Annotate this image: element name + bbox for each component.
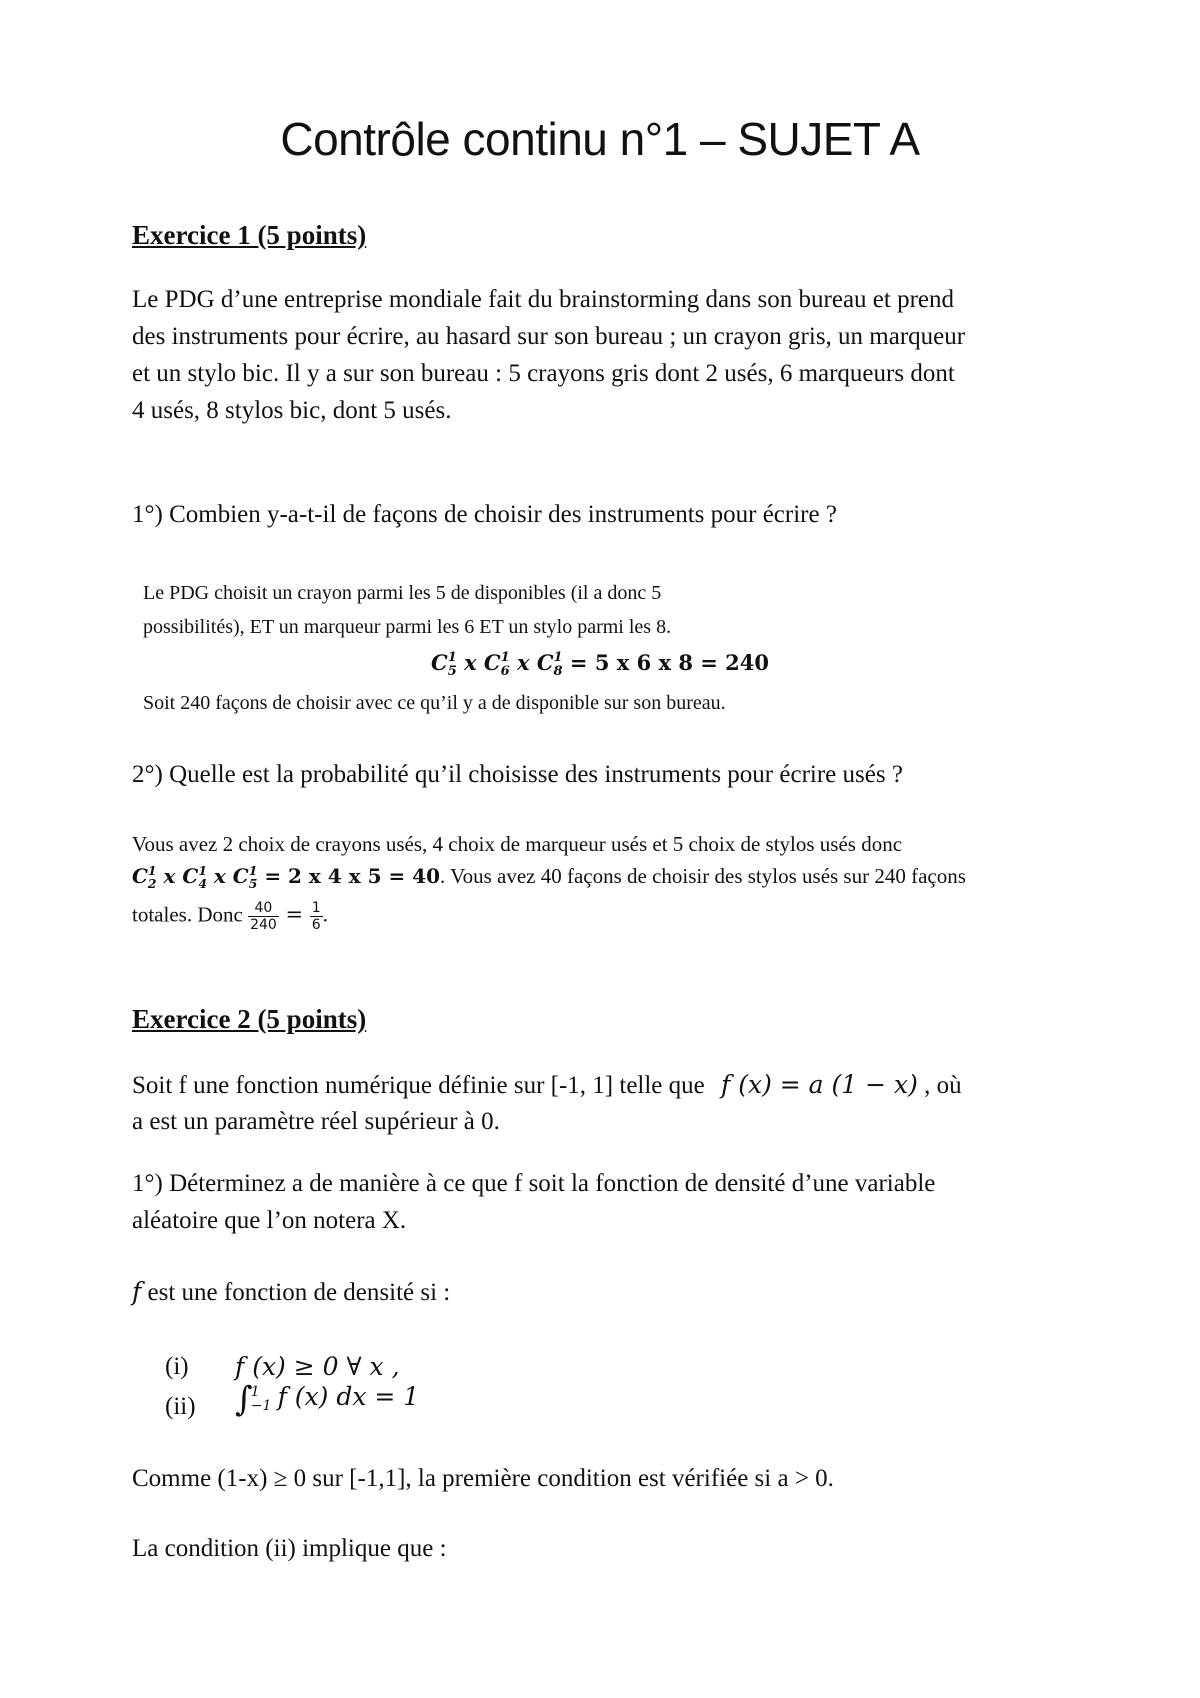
exercise-1-question-2: 2°) Quelle est la probabilité qu’il choisisse des instruments pour écrire usés ? [132, 761, 903, 788]
exercise-1-statement-line: Le PDG d’une entreprise mondiale fait du brainstorming dans son bureau et prend [132, 286, 954, 313]
exercise-1-heading: Exercice 1 (5 points) [132, 220, 367, 250]
exercise-2-question-1-line: 1°) Déterminez a de manière à ce que f soit la fonction de densité d’une variable [132, 1170, 936, 1197]
exercise-2-line-1-suffix: , où [917, 1072, 962, 1099]
condition-i-explanation: Comme (1-x) ≥ 0 sur [-1,1], la première condition est vérifiée si a > 0. [132, 1465, 834, 1492]
answer-2-text: . Vous avez 40 façons de choisir des stylos usés sur 240 façons [440, 864, 966, 888]
exercise-2-question-1-line: aléatoire que l’on notera X. [132, 1207, 407, 1234]
condition-i-formula: f (x) ≥ 0 ∀ x , [235, 1352, 400, 1381]
exercise-2-statement-line [132, 1066, 962, 1105]
exercise-1-formula-1: C 1 5 x C 1 6 x C 1 8 = 5 x 6 x 8 = 240 [430, 650, 769, 679]
exercise-2-function-formula: f (x) = a (1 − x) [721, 1070, 918, 1099]
condition-ii-implication: La condition (ii) implique que : [132, 1535, 447, 1562]
exercise-2-heading: Exercice 2 (5 points) [132, 1004, 367, 1034]
period: . [322, 902, 328, 927]
exercise-1-statement-line: et un stylo bic. Il y a sur son bureau : 5 crayons gris dont 2 usés, 6 marqueurs dont [132, 360, 955, 387]
page-title: Contrôle continu n°1 – SUJET A [280, 113, 920, 165]
exercise-1-statement-line: 4 usés, 8 stylos bic, dont 5 usés. [132, 397, 452, 424]
density-definition-text: est une fonction de densité si : [141, 1279, 451, 1306]
exercise-1-answer-2-line: C 1 2 x C 1 4 x C 1 5 = 2 x 4 x 5 = 40. Vous avez 40 façons de choisir des stylos usés sur 240 façons [132, 863, 966, 891]
condition-i-label: (i) [165, 1353, 189, 1380]
integral-sign: ∫ [235, 1379, 253, 1420]
answer-2-prefix: totales. Donc [132, 902, 249, 927]
exercise-1-answer-2-line [132, 900, 328, 933]
condition-ii-label: (ii) [165, 1393, 196, 1420]
exercise-1-answer-1-line: Le PDG choisit un crayon parmi les 5 de disponibles (il a donc 5 [143, 582, 662, 604]
density-definition [132, 1273, 450, 1312]
exercise-1-statement-line: des instruments pour écrire, au hasard sur son bureau ; un crayon gris, un marqueur [132, 323, 966, 350]
fraction-40-240: $\frac{40}{240}$ [250, 900, 277, 934]
exercise-1-answer-2-line: Vous avez 2 choix de crayons usés, 4 choix de marqueur usés et 5 choix de stylos usés donc [132, 832, 903, 856]
exercise-2-statement-line: a est un paramètre réel supérieur à 0. [132, 1108, 500, 1135]
equals-sign: = [278, 902, 310, 927]
exercise-1-answer-1-conclusion: Soit 240 façons de choisir avec ce qu’il y a de disponible sur son bureau. [143, 692, 726, 714]
formula-2-rhs: = 2 x 4 x 5 = 40 [257, 864, 441, 888]
exercise-1-answer-1-line: possibilités), ET un marqueur parmi les 6 ET un stylo parmi les 8. [143, 616, 672, 638]
exercise-2-line-1-text: Soit f une fonction numérique définie sur [-1, 1] telle que [132, 1072, 705, 1099]
exercise-1-question-1: 1°) Combien y-a-t-il de façons de choisir des instruments pour écrire ? [132, 501, 837, 528]
formula-1-rhs: = 5 x 6 x 8 = 240 [562, 650, 769, 675]
density-symbol: f [132, 1277, 142, 1306]
condition-ii-expression: f (x) dx = 1 [277, 1382, 420, 1411]
condition-ii-formula: ∫ 1 −1 f (x) dx = 1 [235, 1379, 420, 1420]
fraction-1-6: $\frac{1}{6}$ [311, 900, 321, 934]
